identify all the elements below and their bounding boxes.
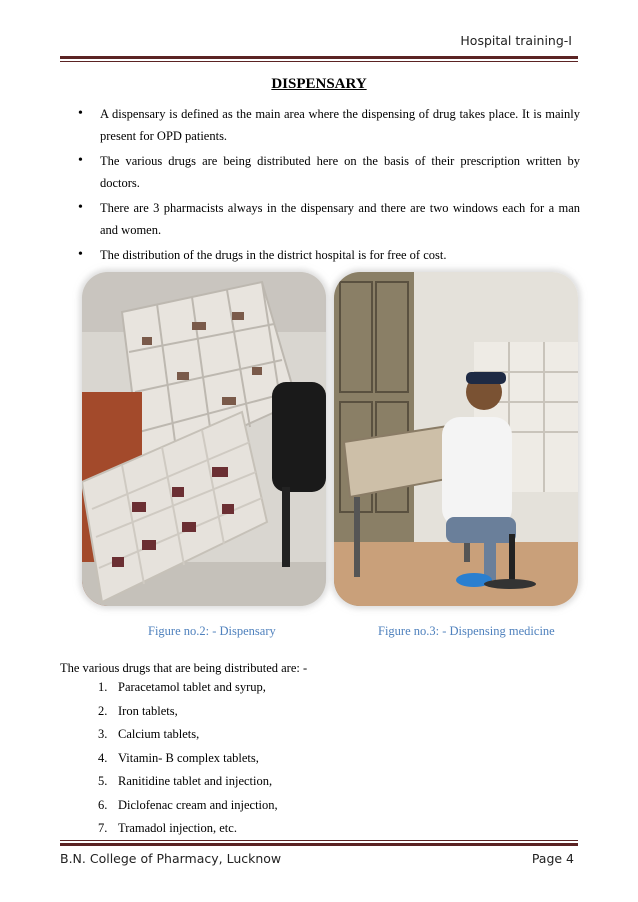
list-item (98, 700, 278, 724)
list-item (98, 794, 278, 818)
list-item-number: 3. (98, 727, 108, 741)
list-item (98, 817, 278, 841)
list-item-text: Iron tablets, (118, 703, 178, 718)
footer-institution: B.N. College of Pharmacy, Lucknow (60, 851, 282, 866)
list-item (98, 723, 278, 747)
figure-dispensary-photo (82, 272, 326, 606)
list-item-number: 2. (98, 703, 108, 718)
bullet-item: • There are 3 pharmacists always in the dispensary and there are two windows each for a man and women. (66, 197, 580, 241)
footer-rule-thick (60, 843, 578, 846)
page-header-title: Hospital training-I (460, 33, 572, 48)
bullet-item: • A dispensary is defined as the main area where the dispensing of drug takes place. It is mainly present for OPD patients. (66, 103, 580, 147)
list-item-text: Diclofenac cream and injection, (118, 797, 278, 812)
drug-list (98, 676, 278, 841)
list-item-text: Paracetamol tablet and syrup, (118, 680, 266, 694)
bullet-item: • The distribution of the drugs in the district hospital is for free of cost. (66, 244, 580, 266)
list-item-number: 5. (98, 774, 108, 788)
drug-list-intro: The various drugs that are being distributed are: - (60, 661, 308, 675)
list-item-text: Ranitidine tablet and injection, (118, 774, 273, 788)
page-title: DISPENSARY (271, 76, 367, 92)
bullet-list (66, 103, 580, 269)
list-item-number: 6. (98, 797, 108, 812)
list-item-text: Calcium tablets, (118, 727, 200, 741)
header-rule-thin (60, 61, 578, 62)
figure-caption: Figure no.2: - Dispensary (148, 624, 276, 638)
list-item-number: 4. (98, 750, 108, 765)
page-number: Page 4 (531, 851, 574, 866)
list-item-number: 7. (98, 821, 108, 835)
figure-dispensing-photo (334, 272, 578, 606)
list-item-text: Vitamin- B complex tablets, (118, 750, 259, 765)
bullet-item: • The various drugs are being distributed here on the basis of their prescription written by doctors. (66, 150, 580, 194)
list-item-text: Tramadol injection, etc. (118, 821, 237, 835)
header-rule-thick (60, 56, 578, 59)
figure-caption: Figure no.3: - Dispensing medicine (378, 624, 555, 638)
list-item (98, 676, 278, 700)
list-item-number: 1. (98, 680, 108, 694)
list-item (98, 747, 278, 771)
footer-rule-thin (60, 840, 578, 841)
list-item (98, 770, 278, 794)
